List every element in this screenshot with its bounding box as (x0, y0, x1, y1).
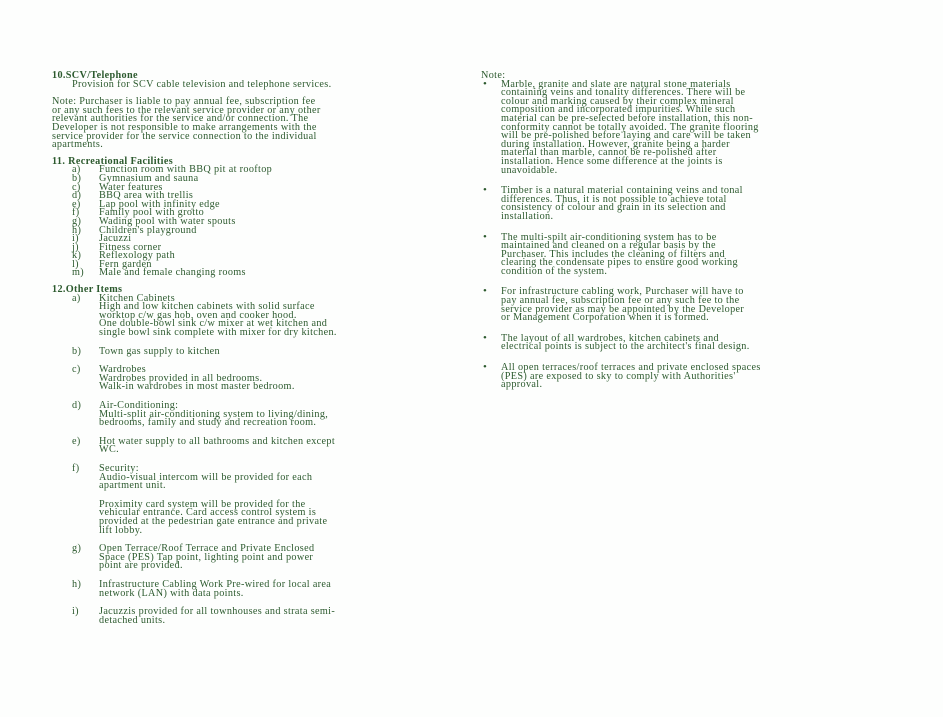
bullet-icon: • (483, 361, 488, 374)
note-line: service provider as may be appointed by the Developer (501, 303, 745, 315)
item-line: One double-bowl sink c/w mixer at wet kitchen and (99, 318, 328, 330)
bullet-icon: • (483, 331, 488, 344)
note-line: apartments. (52, 139, 104, 151)
item-line: detached units. (99, 614, 166, 626)
note-line: unavoidable. (501, 164, 558, 176)
right-column (481, 72, 886, 390)
item-line: Proximity card system will be provided for the (99, 498, 306, 510)
item-line: Hot water supply to all bathrooms and kitchen except (99, 435, 336, 447)
item-text: Reflexology path (99, 250, 176, 262)
note-line: or Management Corporation when it is formed. (501, 312, 710, 324)
note-line: installation. Hence some difference at the joints is (501, 155, 723, 167)
note-line: condition of the system. (501, 265, 608, 277)
item-text: Lap pool with infinity edge (99, 198, 220, 210)
section-10-text: Provision for SCV cable television and telephone services. (72, 78, 332, 90)
item-marker: j) (72, 241, 79, 253)
note-line: Note: Purchaser is liable to pay annual fee, subscription fee (52, 96, 316, 108)
section-10-note (52, 98, 462, 150)
note-line: will be pre-polished before laying and care will be taken (501, 130, 751, 142)
item-text: Water features (99, 181, 163, 193)
item-line: worktop c/w gas hob, oven and cooker hood. (99, 309, 297, 321)
item-line: Jacuzzis provided for all townhouses and strata semi- (99, 606, 336, 618)
item-marker: g) (72, 543, 82, 555)
list-item-security (52, 462, 462, 536)
item-marker: d) (72, 400, 82, 411)
note-line: Marble, granite and slate are natural stone materials (501, 78, 731, 90)
left-column (52, 72, 462, 625)
item-line: Infrastructure Cabling Work Pre-wired for local area (99, 578, 332, 590)
item-line: apartment unit. (99, 480, 166, 492)
note-line: electrical points is subject to the architect's final design. (501, 341, 750, 353)
item-line: Wardrobes (99, 364, 147, 376)
item-line: provided at the pedestrian gate entrance and private (99, 515, 328, 527)
item-line: lift lobby. (99, 524, 143, 536)
note-item-layout (481, 331, 886, 353)
note-line: For infrastructure cabling work, Purchaser will have to (501, 286, 744, 298)
note-line: during installation. However, granite being a harder (501, 138, 730, 150)
bullet-icon: • (483, 230, 488, 243)
note-line: Developer is not responsible to make arrangements with the (52, 121, 317, 133)
item-line: Town gas supply to kitchen (99, 345, 221, 357)
item-text: Fern garden (99, 258, 152, 270)
item-marker: b) (72, 345, 82, 357)
item-marker: d) (72, 190, 82, 202)
note-item-terraces (481, 361, 886, 391)
note-line: conformity cannot be totally avoided. The granite flooring (501, 121, 759, 133)
list-item-air-conditioning (52, 402, 462, 428)
list-item-jacuzzis (52, 608, 462, 625)
item-text: Fitness corner (99, 241, 162, 253)
item-text: Jacuzzi (99, 233, 132, 245)
item-line: WC. (99, 444, 120, 456)
note-line: containing veins and tonality differences. There will be (501, 87, 746, 99)
item-line: High and low kitchen cabinets with solid surface (99, 301, 315, 313)
note-line: clearing the condensate pipes to ensure good working (501, 257, 738, 269)
note-line: Purchaser. This includes the cleaning of filters and (501, 248, 725, 260)
note-item-timber (481, 184, 886, 222)
note-line: differences. Thus, it is not possible to achieve total (501, 193, 727, 205)
note-line: or any such fees to the relevant service provider or any other (52, 104, 321, 116)
section-11-heading: 11. Recreational Facilities (52, 155, 174, 167)
note-line: consistency of colour and grain in its selection and (501, 202, 726, 214)
item-marker: a) (72, 164, 81, 176)
list-item-infrastructure-cabling (52, 578, 462, 599)
item-marker: b) (72, 172, 82, 184)
section-10-heading: 10.SCV/Telephone (52, 70, 138, 81)
bullet-icon: • (483, 285, 488, 298)
item-line: Wardrobes provided in all bedrooms. (99, 372, 263, 384)
item-marker: f) (72, 462, 80, 474)
note-line: relevant authorities for the service and/or connection. The (52, 113, 309, 125)
item-marker: a) (72, 292, 81, 304)
list-item-town-gas (52, 345, 462, 357)
item-marker: e) (72, 198, 81, 210)
item-text: Children's playground (99, 224, 197, 236)
note-item-air-conditioning (481, 230, 886, 277)
item-line: Audio-visual intercom will be provided for each (99, 471, 313, 483)
item-marker: e) (72, 435, 81, 447)
item-text: Wading pool with water spouts (99, 215, 236, 227)
item-line: network (LAN) with data points. (99, 587, 244, 599)
bullet-icon: • (483, 77, 488, 90)
item-marker: g) (72, 215, 82, 227)
note-line: material can be pre-selected before installation, this non- (501, 112, 754, 124)
item-marker: i) (72, 233, 79, 245)
note-line: The multi-spilt air-conditioning system has to be (501, 231, 717, 243)
item-marker: h) (72, 224, 82, 236)
note-line: composition and incorporated impurities. While such (501, 104, 736, 116)
note-line: colour and marking caused by their complex mineral (501, 95, 734, 107)
notes-label: Note: (481, 70, 506, 81)
item-marker: l) (72, 258, 79, 270)
item-line: vehicular entrance. Card access control system is (99, 507, 317, 519)
item-line: bedrooms, family and study and recreation room. (99, 417, 317, 429)
note-line: installation. (501, 210, 554, 222)
note-line: service provider for the service connection to the individual (52, 130, 317, 142)
item-line: Air-Conditioning: (99, 400, 179, 411)
item-text: Male and female changing rooms (99, 267, 246, 279)
item-text: Family pool with grotto (99, 207, 205, 219)
item-line: Open Terrace/Roof Terrace and Private Enclosed (99, 543, 315, 555)
note-line: (PES) are exposed to sky to comply with Authorities' (501, 370, 736, 382)
item-marker: c) (72, 364, 81, 376)
item-marker: i) (72, 606, 79, 618)
note-line: pay annual fee, subscription fee or any such fee to the (501, 295, 740, 307)
bullet-icon: • (483, 184, 488, 197)
note-line: The layout of all wardrobes, kitchen cabinets and (501, 332, 719, 344)
note-line: approval. (501, 379, 543, 391)
other-items-list (52, 292, 462, 626)
note-item-cabling (481, 285, 886, 324)
item-text: BBQ area with trellis (99, 190, 194, 202)
note-line: All open terraces/roof terraces and private enclosed spaces (501, 362, 761, 374)
item-text: Gymnasium and sauna (99, 172, 199, 184)
item-marker: m) (72, 267, 85, 279)
list-item-kitchen-cabinets (52, 292, 462, 339)
item-marker: c) (72, 181, 81, 193)
item-text: Function room with BBQ pit at rooftop (99, 164, 273, 176)
recreational-facilities-list (52, 166, 462, 278)
item-line: Multi-split air-conditioning system to living/dining, (99, 408, 329, 420)
item-line: single bowl sink complete with mixer for dry kitchen. (99, 327, 337, 339)
item-line: Space (PES) Tap point, lighting point and power (99, 551, 314, 563)
item-line: Security: (99, 462, 139, 474)
item-line: point are provided. (99, 560, 183, 572)
item-marker: h) (72, 578, 82, 590)
note-line: maintained and cleaned on a regular basis by the (501, 240, 716, 252)
list-item (52, 269, 462, 278)
note-line: Timber is a natural material containing veins and tonal (501, 185, 743, 197)
item-line: Kitchen Cabinets (99, 292, 176, 304)
item-line: Walk-in wardrobes in most master bedroom. (99, 381, 295, 393)
note-item-stone (481, 77, 886, 176)
item-marker: k) (72, 250, 82, 262)
section-12-heading: 12.Other Items (52, 284, 123, 296)
list-item-hot-water (52, 435, 462, 456)
list-item-wardrobes (52, 366, 462, 392)
item-marker: f) (72, 207, 80, 219)
list-item-open-terrace (52, 545, 462, 571)
note-line: material than marble, cannot be re-polished after (501, 147, 717, 159)
